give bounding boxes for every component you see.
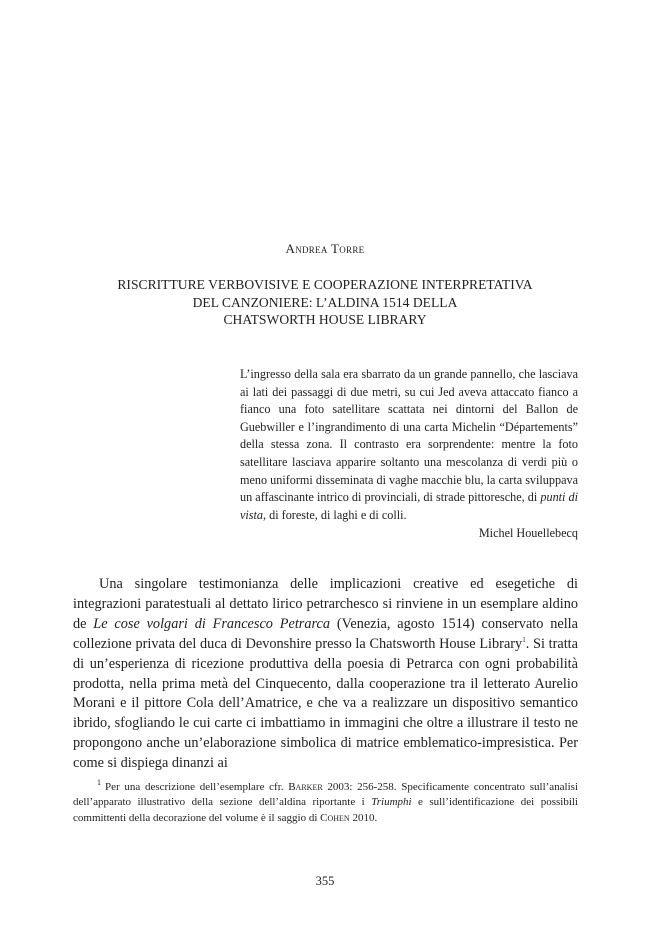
footnote-reference[interactable]: 1 bbox=[522, 635, 526, 644]
body-paragraph bbox=[73, 575, 578, 774]
page-number: 355 bbox=[315, 874, 335, 888]
article-title bbox=[60, 276, 590, 329]
body-text-part: Una singolare testimonianza delle implicazioni creative ed esegetiche di integrazioni paratestuali al dettato lirico petrarchesco si rinviene in un esemplare aldino de bbox=[73, 576, 578, 632]
epigraph-attribution: Michel Houellebecq bbox=[478, 526, 578, 540]
footnote-text: e sull’identificazione dei possibili committenti della decorazione del volume è il saggio di bbox=[73, 796, 578, 824]
title-line: RISCRITTURE VERBOVISIVE E COOPERAZIONE INTERPRETATIVA bbox=[117, 277, 533, 292]
footnote-number: 1 bbox=[97, 778, 101, 788]
title-line: DEL CANZONIERE: L’ALDINA 1514 DELLA bbox=[192, 294, 458, 310]
citation-author: Barker bbox=[288, 781, 323, 793]
body-text-part: . Si tratta di un’esperienza di ricezione produttiva della poesia di Petrarca con ogni probabilità prodotta, nella prima metà del Cinquecento, dalla cooperazione tra il letterato Aurelio Morani e il pittore Cola dell’Amatrice, e che va a realizzare un dispositivo semantico ibrido, sfogliando le cui carte ci imbattiamo in immagini che oltre a illustrare il testo ne propongono anche un’elaborazione simbolica di matrice emblematico-impresistica. Per come si dispiega dinanzi ai bbox=[73, 635, 578, 772]
footnote-text: 2010. bbox=[349, 811, 378, 824]
epigraph-text-part: L’ingresso della sala era sbarrato da un grande pannello, che lasciava ai lati dei passaggi di due metri, su cui Jed aveva attaccato fianco a fianco una foto satellitare scattata nei dintorni del Ballon de Guebwiller e l’ingrandimento di una carta Michelin “Départements” della stessa zona. Il contrasto era sorprendente: mentre la foto satellitare lasciava apparire soltanto una mescolanza di verdi più o meno uniformi disseminata di vaghe macchie blu, la carta sviluppava un affascinante intrico di provinciali, di strade pittoresche, di bbox=[240, 367, 578, 505]
footnote bbox=[73, 780, 578, 826]
epigraph bbox=[240, 366, 578, 524]
footnote-text: 2003: 256-258. Specificamente concentrato sull’analisi dell’apparato illustrativo della sezione dell’aldina riportante i bbox=[73, 781, 578, 809]
body-text bbox=[73, 575, 578, 774]
footnote-italic: Triumphi bbox=[371, 796, 412, 809]
footnote-text: Per una descrizione dell’esemplare cfr. bbox=[105, 781, 289, 793]
epigraph-text-part: , di foreste, di laghi e di colli. bbox=[263, 507, 407, 522]
epigraph-italic: punti di vista bbox=[240, 490, 578, 522]
book-title-italic: Le cose volgari di Francesco Petrarca bbox=[93, 615, 331, 632]
article-author: Andrea Torre bbox=[285, 241, 365, 256]
citation-author: Cohen bbox=[320, 811, 350, 824]
title-line: CHATSWORTH HOUSE LIBRARY bbox=[223, 312, 427, 327]
footnotes bbox=[73, 780, 578, 826]
epigraph-text bbox=[240, 366, 578, 524]
body-text-part: (Venezia, agosto 1514) conservato nella collezione privata del duca di Devonshire presso la Chatsworth House Library bbox=[73, 615, 579, 652]
